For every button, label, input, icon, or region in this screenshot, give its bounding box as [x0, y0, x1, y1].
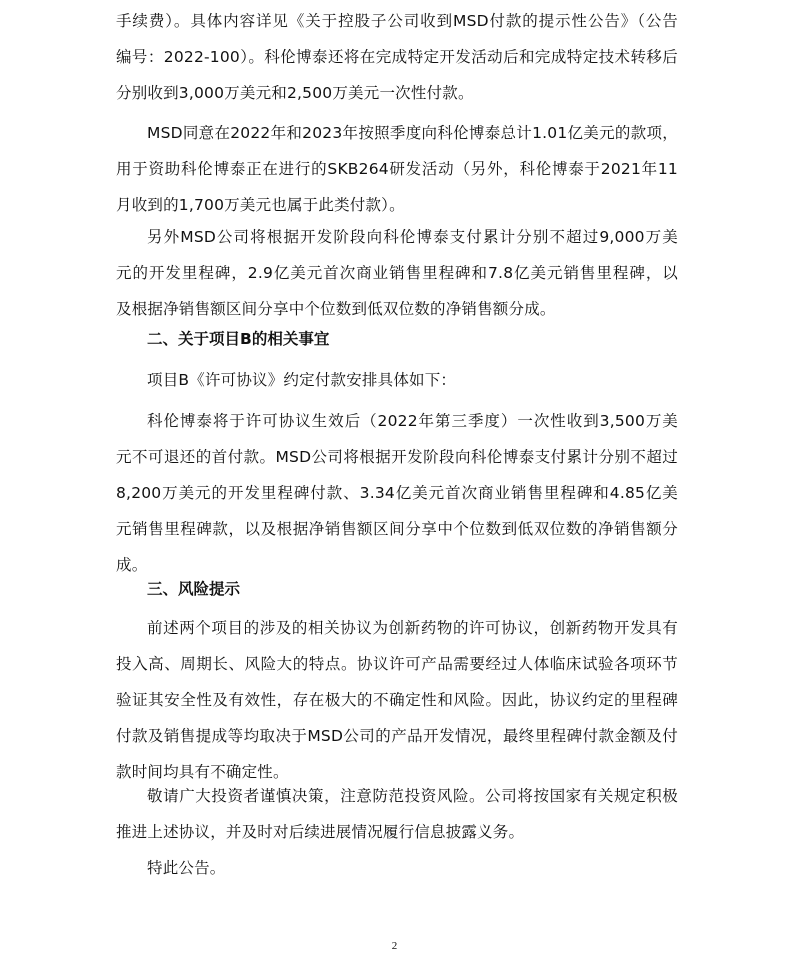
section-heading-risk: 三、风险提示 — [147, 580, 241, 598]
text-line: 款时间均具有不确定性。 — [116, 763, 289, 781]
text-line: 及根据净销售额区间分享中个位数到低双位数的净销售额分成。 — [116, 300, 556, 318]
text-line: 8,200万美元的开发里程碑付款、3.34亿美元首次商业销售里程碑和4.85亿美 — [116, 484, 678, 502]
text-line: 成。 — [116, 556, 148, 574]
text-line: 用于资助科伦博泰正在进行的SKB264研发活动（另外，科伦博泰于2021年11 — [116, 160, 678, 178]
paragraph-handling-fee-continuation — [116, 3, 678, 111]
paragraph-project-b-payments — [116, 403, 678, 583]
text-line: 付款及销售提成等均取决于MSD公司的产品开发情况，最终里程碑付款金额及付 — [116, 727, 678, 745]
text-line: 投入高、周期长、风险大的特点。协议许可产品需要经过人体临床试验各项环节 — [116, 655, 678, 673]
text-line: 前述两个项目的涉及的相关协议为创新药物的许可协议，创新药物开发具有 — [147, 619, 678, 637]
paragraph-investor-caution — [116, 778, 678, 850]
text-line: 特此公告。 — [147, 859, 226, 877]
text-line: 分别收到3,000万美元和2,500万美元一次性付款。 — [116, 84, 474, 102]
text-line: 另外MSD公司将根据开发阶段向科伦博泰支付累计分别不超过9,000万美 — [147, 228, 678, 246]
paragraph-msd-funding — [116, 115, 678, 223]
paragraph-milestones-a — [116, 219, 678, 327]
paragraph-risk-details — [116, 610, 678, 790]
paragraph-project-b-intro — [116, 362, 678, 398]
text-line: 敬请广大投资者谨慎决策，注意防范投资风险。公司将按国家有关规定积极 — [147, 787, 678, 805]
text-line: 月收到的1,700万美元也属于此类付款）。 — [116, 196, 405, 214]
text-line: 验证其安全性及有效性，存在极大的不确定性和风险。因此，协议约定的里程碑 — [116, 691, 678, 709]
text-line: 元的开发里程碑，2.9亿美元首次商业销售里程碑和7.8亿美元销售里程碑，以 — [116, 264, 678, 282]
text-line: 编号：2022-100）。科伦博泰还将在完成特定开发活动后和完成特定技术转移后 — [116, 48, 678, 66]
text-line: MSD同意在2022年和2023年按照季度向科伦博泰总计1.01亿美元的款项， — [147, 124, 678, 142]
section-heading-project-b: 二、关于项目B的相关事宜 — [147, 330, 330, 348]
page-number: 2 — [391, 940, 398, 952]
text-line: 项目B《许可协议》约定付款安排具体如下： — [147, 371, 457, 389]
text-line: 科伦博泰将于许可协议生效后（2022年第三季度）一次性收到3,500万美 — [147, 412, 678, 430]
text-line: 元销售里程碑款，以及根据净销售额区间分享中个位数到低双位数的净销售额分 — [116, 520, 678, 538]
paragraph-announcement-close — [116, 850, 678, 886]
text-line: 手续费）。具体内容详见《关于控股子公司收到MSD付款的提示性公告》（公告 — [116, 12, 678, 30]
text-line: 推进上述协议，并及时对后续进展情况履行信息披露义务。 — [116, 823, 525, 841]
text-line: 元不可退还的首付款。MSD公司将根据开发阶段向科伦博泰支付累计分别不超过 — [116, 448, 678, 466]
